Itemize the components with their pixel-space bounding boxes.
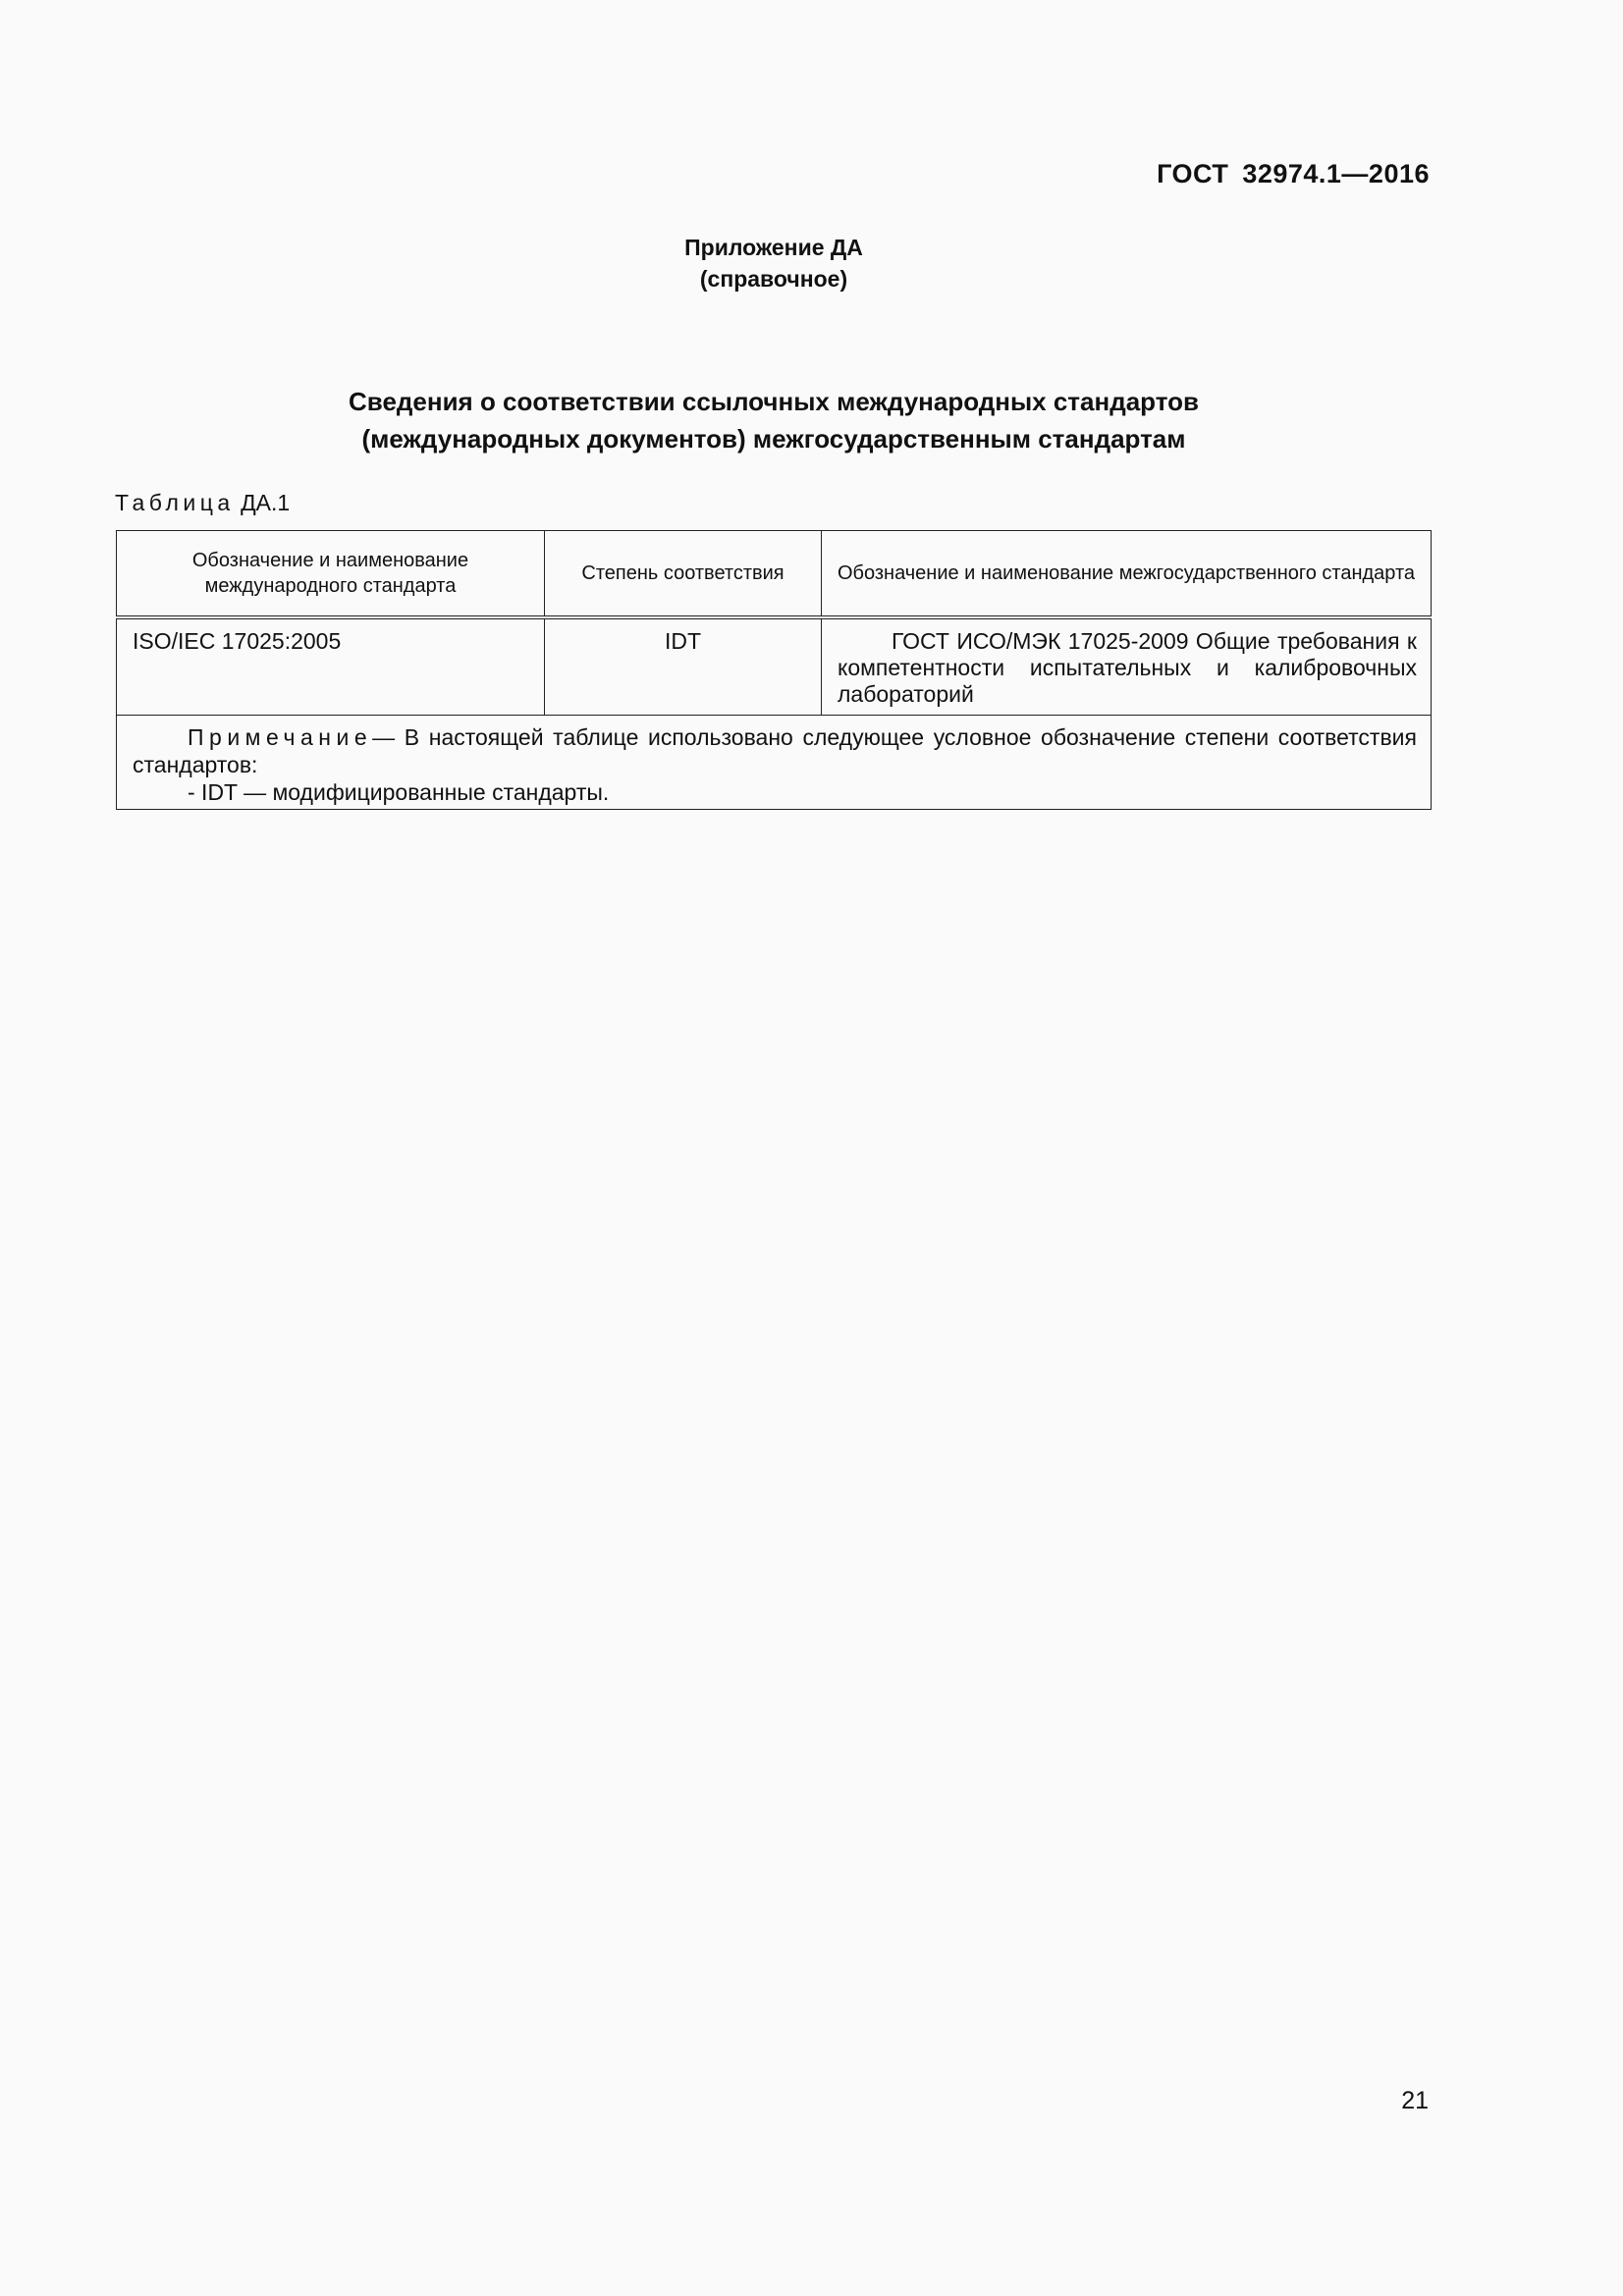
- header-international-standard: Обозначение и наименование международного стандарта: [117, 531, 545, 618]
- note-paragraph: [133, 723, 1417, 778]
- table-note-row: [117, 716, 1432, 810]
- header-degree-of-correspondence: Степень соответствия: [545, 531, 822, 618]
- cell-interstate-standard: ГОСТ ИСО/МЭК 17025-2009 Общие требования к компетентности испытательных и калибровочных лабораторий: [822, 617, 1432, 716]
- appendix-title: Приложение ДА: [684, 235, 863, 260]
- table-caption: [115, 489, 290, 516]
- appendix-heading: [0, 232, 1547, 294]
- note-label: Примечание: [188, 724, 373, 750]
- table-header-row: [117, 531, 1432, 618]
- cell-international-standard: ISO/IEC 17025:2005: [117, 617, 545, 716]
- table-row: [117, 617, 1432, 716]
- table-caption-word: Таблица: [115, 490, 235, 515]
- note-list-item: - IDT — модифицированные стандарты.: [188, 779, 610, 805]
- table-note: [117, 716, 1432, 810]
- table-caption-number: ДА.1: [241, 490, 291, 515]
- appendix-subtitle: (справочное): [699, 266, 848, 292]
- header-interstate-standard: Обозначение и наименование межгосударственного стандарта: [822, 531, 1432, 618]
- cell-degree: IDT: [545, 617, 822, 716]
- section-title: [0, 383, 1547, 457]
- standards-correspondence-table: [116, 530, 1432, 810]
- document-code: ГОСТ 32974.1—2016: [1157, 159, 1430, 188]
- section-title-line-2: (международных документов) межгосударственным стандартам: [361, 424, 1186, 454]
- page-number: 21: [1401, 2087, 1429, 2114]
- section-title-line-1: Сведения о соответствии ссылочных международных стандартов: [349, 387, 1199, 416]
- note-text: — В настоящей таблице использовано следующее условное обозначение степени соответствия стандартов:: [133, 724, 1417, 777]
